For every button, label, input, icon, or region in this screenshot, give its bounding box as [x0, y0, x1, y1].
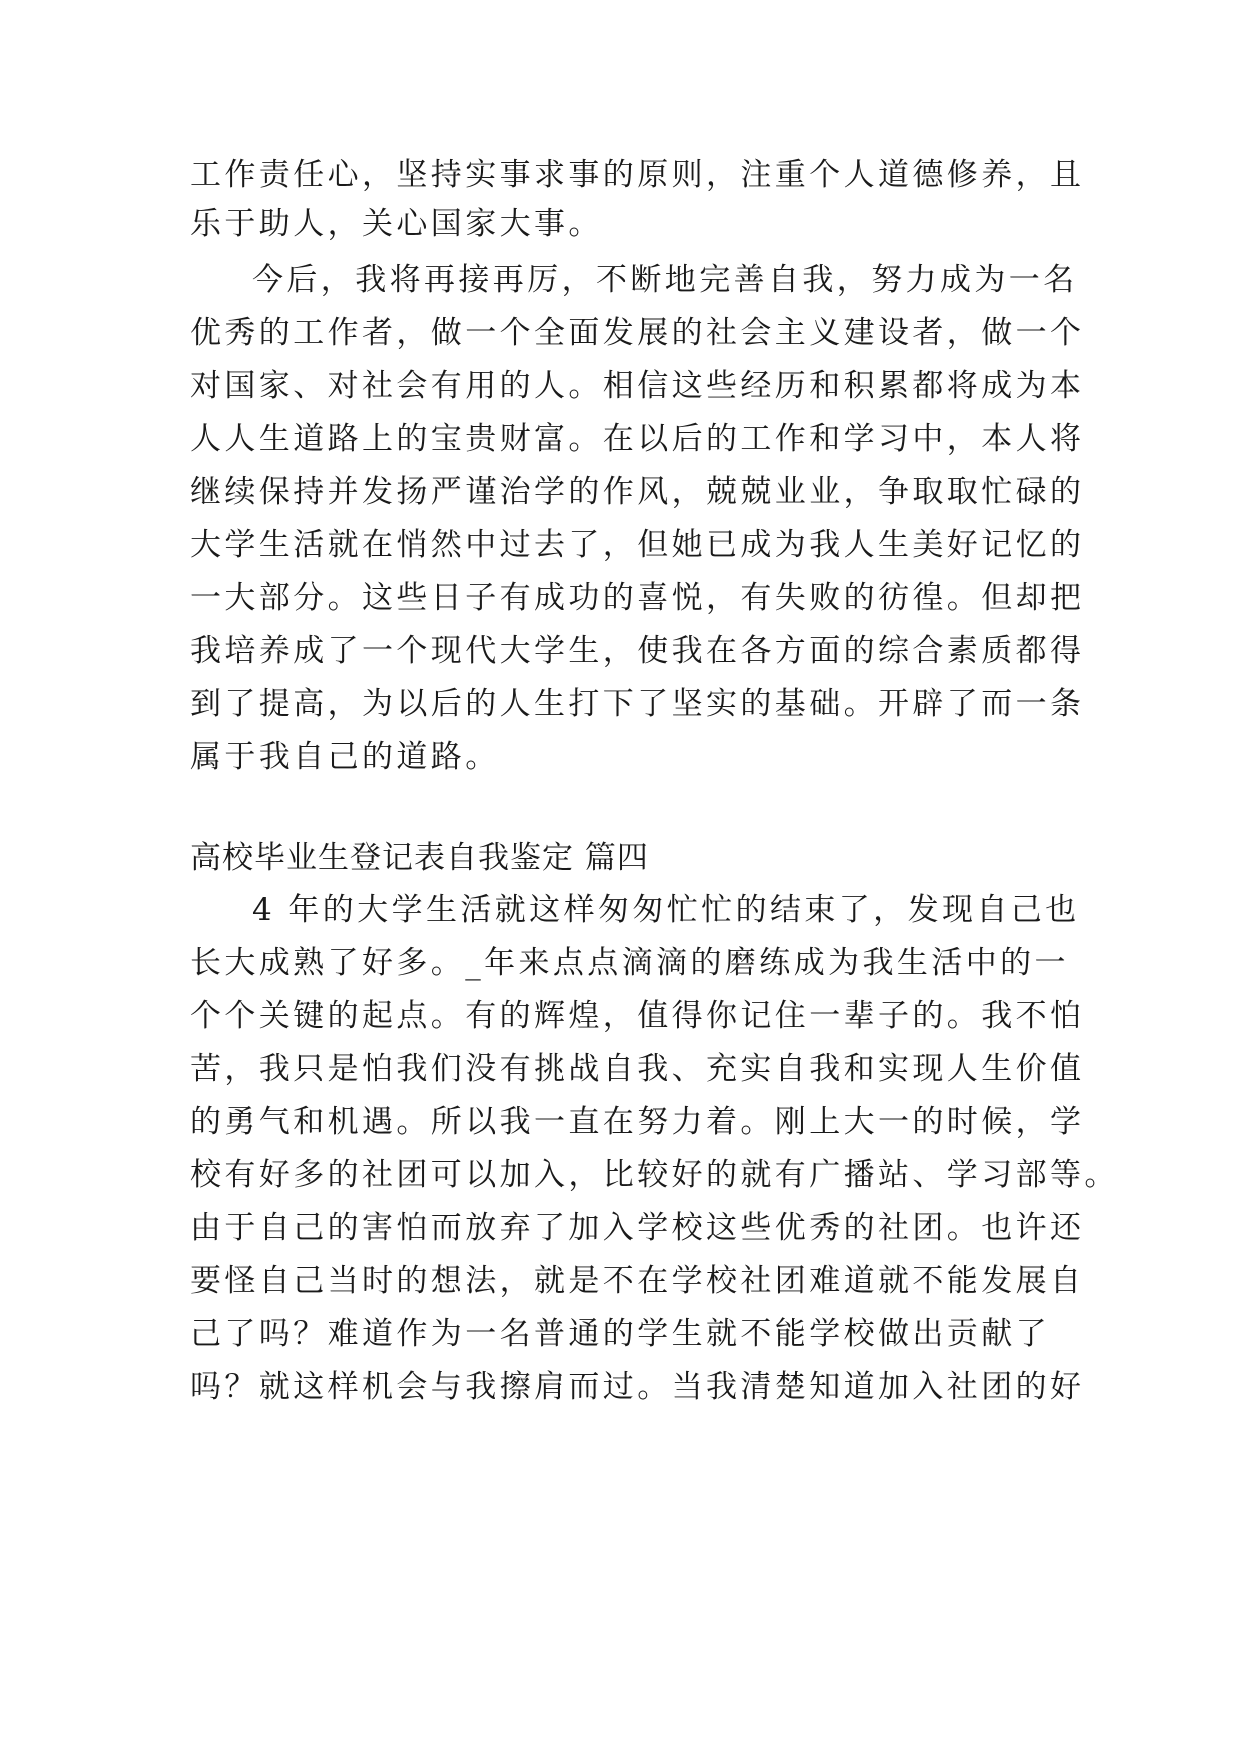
paragraph-line: 校有好多的社团可以加入，比较好的就有广播站、学习部等。: [190, 1157, 1119, 1193]
paragraph-line: 到了提高，为以后的人生打下了坚实的基础。开辟了而一条: [190, 686, 1085, 722]
paragraph-line: 的勇气和机遇。所以我一直在努力着。刚上大一的时候，学: [190, 1104, 1085, 1140]
paragraph-line: 工作责任心，坚持实事求事的原则，注重个人道德修养，且: [190, 157, 1085, 193]
paragraph-line: 长大成熟了好多。_年来点点滴滴的磨练成为我生活中的一: [190, 945, 1069, 981]
section-heading: 高校毕业生登记表自我鉴定 篇四: [190, 840, 649, 876]
paragraph-line: 人人生道路上的宝贵财富。在以后的工作和学习中，本人将: [190, 421, 1085, 457]
paragraph-line: 要怪自己当时的想法，就是不在学校社团难道就不能发展自: [190, 1263, 1085, 1299]
paragraph-line: 己了吗？难道作为一名普通的学生就不能学校做出贡献了: [190, 1316, 1050, 1352]
paragraph-line: 对国家、对社会有用的人。相信这些经历和积累都将成为本: [190, 368, 1085, 404]
paragraph-line: 吗？就这样机会与我擦肩而过。当我清楚知道加入社团的好: [190, 1369, 1085, 1405]
paragraph-line: 大学生活就在悄然中过去了，但她已成为我人生美好记忆的: [190, 527, 1085, 563]
paragraph-line: 乐于助人，关心国家大事。: [190, 206, 603, 242]
paragraph-line: 属于我自己的道路。: [190, 739, 500, 775]
paragraph-line: 我培养成了一个现代大学生，使我在各方面的综合素质都得: [190, 633, 1085, 669]
paragraph-line: 继续保持并发扬严谨治学的作风，兢兢业业，争取取忙碌的: [190, 474, 1085, 510]
paragraph-line: 4 年的大学生活就这样匆匆忙忙的结束了，发现自己也: [252, 892, 1080, 928]
paragraph-line: 一大部分。这些日子有成功的喜悦，有失败的彷徨。但却把: [190, 580, 1085, 616]
paragraph-line: 今后，我将再接再厉，不断地完善自我，努力成为一名: [252, 262, 1078, 298]
paragraph-line: 苦，我只是怕我们没有挑战自我、充实自我和实现人生价值: [190, 1051, 1085, 1087]
paragraph-line: 个个关键的起点。有的辉煌，值得你记住一辈子的。我不怕: [190, 998, 1085, 1034]
paragraph-line: 由于自己的害怕而放弃了加入学校这些优秀的社团。也许还: [190, 1210, 1085, 1246]
paragraph-line: 优秀的工作者，做一个全面发展的社会主义建设者，做一个: [190, 315, 1085, 351]
